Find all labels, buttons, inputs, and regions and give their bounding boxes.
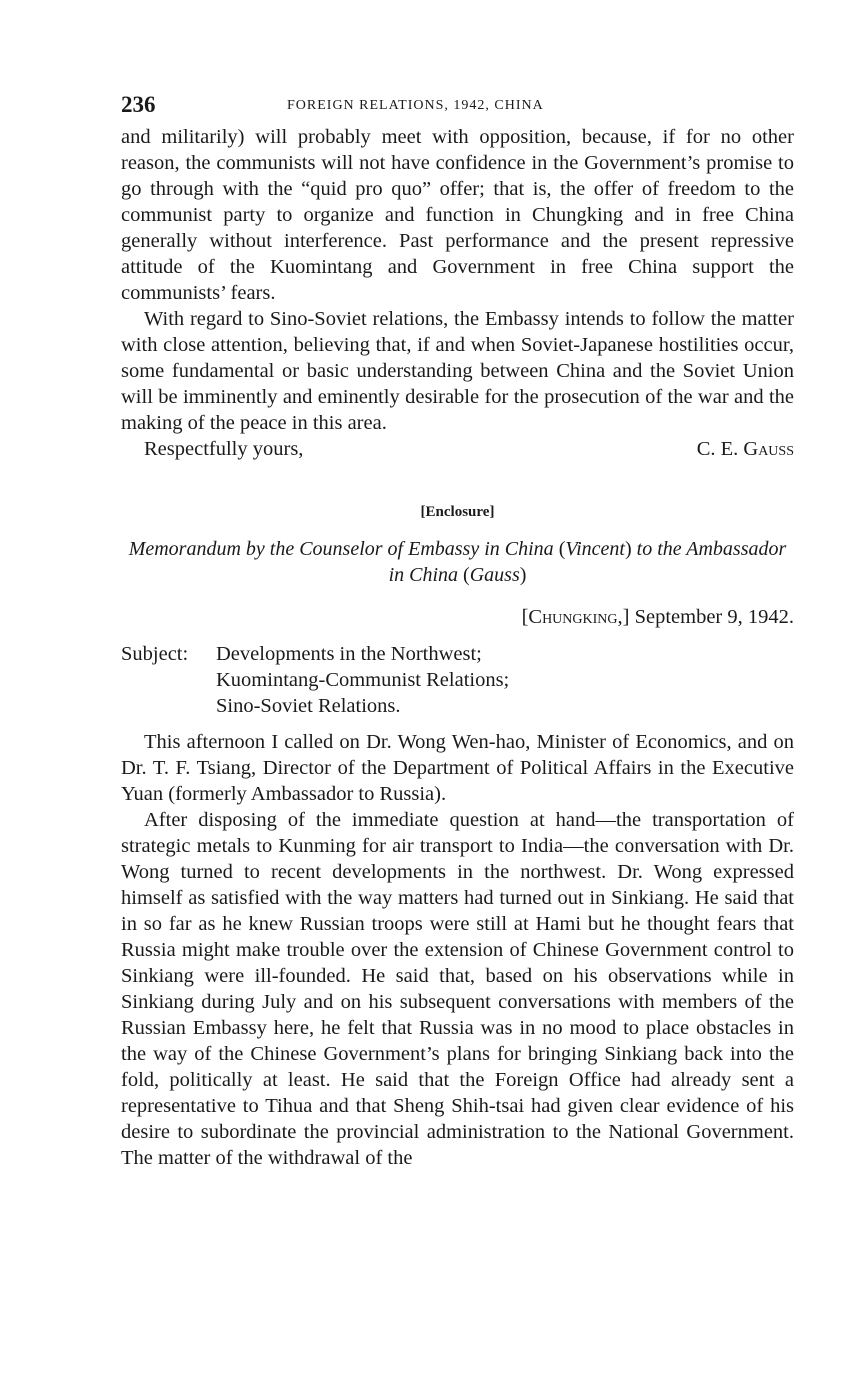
dateline-place: Chungking, (528, 606, 623, 628)
memo-title-part2: to the Ambassador in China (388, 538, 787, 586)
memo-paragraph: After disposing of the immediate question at hand—the transportation of strategic metals to Kunming for air transport to India—the conversation with Dr. Wong turned to recent developments in the northwest. Dr. Wong expressed himself as satisfied with the way matters had turned out in Sinkiang. He said that in so far as he knew Russian troops were still at Hami but he thought fears that Russia might make trouble over the extension of Chinese Government control to Sinkiang were ill-founded. He said that, based on his observations while in Sinkiang during July and on his subsequent conversations with members of the Russian Embassy here, he felt that Russia was in no mood to place obstacles in the way of the Chinese Government’s plans for bringing Sinkiang back into the fold, politically at least. He said that the Foreign Office had already sent a representative to Tihua and that Sheng Shih-tsai had given clear evidence of his desire to subordinate the provincial administration to the National Government. The matter of the withdrawal of the (121, 809, 794, 1169)
bracket: ] (622, 606, 630, 628)
memo-recipient: Gauss (469, 564, 520, 586)
subject-line: Kuomintang-Communist Relations; (216, 669, 510, 691)
signature (697, 436, 794, 462)
subject-block (121, 641, 794, 719)
letter-paragraph: and militarily) will probably meet with opposition, because, if for no other reason, the communists will not have confidence in the Government’s promise to go through with the “quid pro quo” offer; that is, the offer of freedom to the communist party to organize and function in Chungking and in free China generally without interference. Past performance and the present repressive attitude of the Kuomintang and Government in free China support the communists’ fears. (121, 126, 794, 304)
letter-body (121, 124, 794, 462)
running-head (121, 92, 794, 124)
memo-title (121, 536, 794, 588)
dateline (121, 606, 794, 629)
closing-phrase: Respectfully yours, (144, 438, 304, 460)
subject-line: Developments in the Northwest; (216, 643, 482, 665)
bracket: [ (521, 606, 529, 628)
paren: ( (558, 538, 566, 560)
enclosure-label: [Enclosure] (420, 504, 495, 520)
memo-paragraph: This afternoon I called on Dr. Wong Wen-hao, Minister of Economics, and on Dr. T. F. Tsiang, Director of the Department of Political Affairs in the Executive Yuan (formerly Ambassador to Russia). (121, 731, 794, 805)
memo-title-part1: Memorandum by the Counselor of Embassy in China (128, 538, 554, 560)
subject-lines (216, 641, 509, 719)
memo-body (121, 729, 794, 1171)
dateline-date: September 9, 1942. (634, 606, 794, 628)
letter-closing (121, 436, 794, 462)
paren: ( (463, 564, 470, 586)
paren: ) (519, 564, 527, 586)
signature-initials: C. E. (696, 438, 739, 460)
running-head-title: FOREIGN RELATIONS, 1942, CHINA (287, 98, 544, 113)
signature-name: Gauss (743, 438, 794, 460)
subject-label: Subject: (121, 643, 189, 665)
paren: ) (624, 538, 632, 560)
document-page (121, 92, 794, 1171)
letter-paragraph: With regard to Sino-Soviet relations, the Embassy intends to follow the matter with close attention, believing that, if and when Soviet-Japanese hostilities occur, some fundamental or basic understanding between China and the Soviet Union will be imminently and eminently desirable for the prosecution of the war and the making of the peace in this area. (121, 308, 794, 434)
subject-line: Sino-Soviet Relations. (216, 695, 401, 717)
memo-author: Vincent (565, 538, 625, 560)
page-number: 236 (121, 92, 156, 117)
